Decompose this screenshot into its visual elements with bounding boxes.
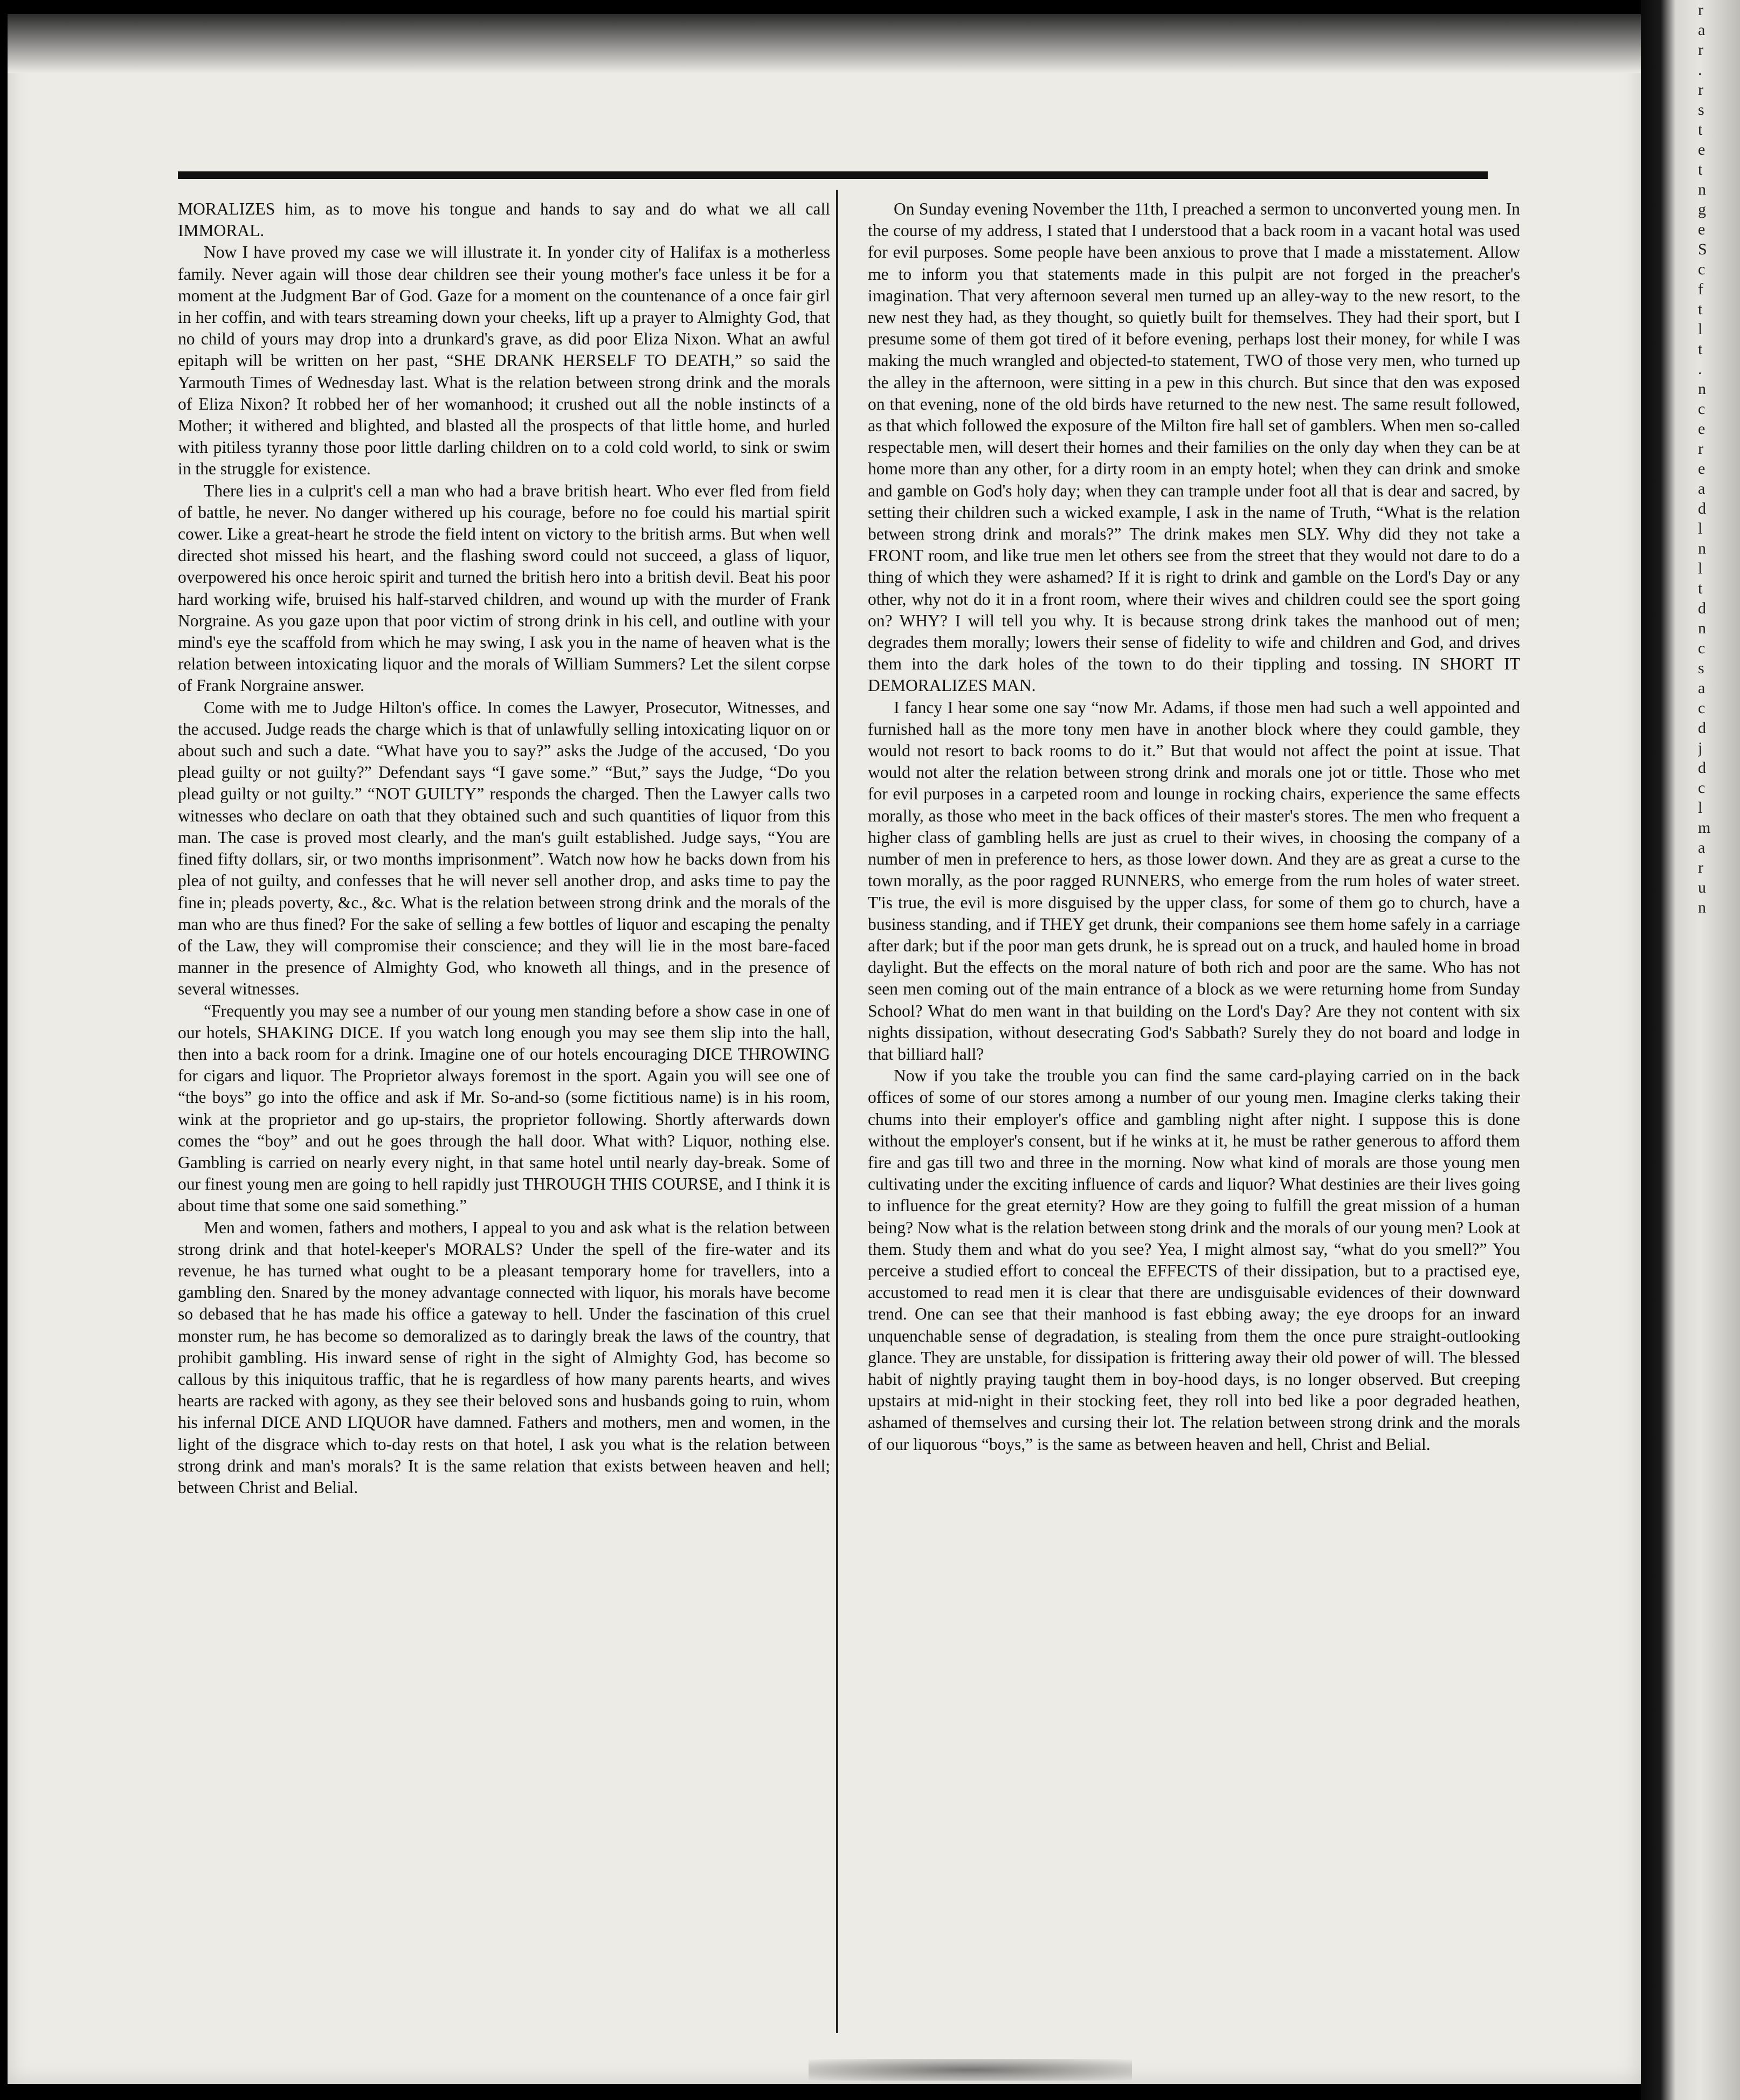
left-column-paragraph: Now I have proved my case we will illustrate it. In yonder city of Halifax is a motherless family. Never again will those dear children see their young mother's face unless it be for a moment at the Judgment Bar of God. Gaze for a moment on the countenance of a once fair girl in her coffin, and with tears streaming down your cheeks, lift up a prayer to Almighty God, that no child of yours may drop into a drunkard's grave, as did poor Eliza Nixon. What an awful epitaph will be written on her past, “SHE DRANK HERSELF TO DEATH,” so said the Yarmouth Times of Wednesday last. What is the relation between strong drink and the morals of Eliza Nixon? It robbed her of her womanhood; it crushed out all the noble instincts of a Mother; it withered and blighted, and blasted all the prospects of that little home, and hurled with pitiless tyranny those poor little darling children on to a cold cold world, to sink or swim in the struggle for existence. — [178, 243, 830, 479]
left-column-paragraph: “Frequently you may see a number of our young men standing before a show case in one of our hotels, SHAKING DICE. If you watch long enough you may see them slip into the hall, then into a back room for a drink. Imagine one of our hotels encouraging DICE THROWING for cigars and liquor. The Proprietor always foremost in the sport. Again you will see one of “the boys” go into the office and ask if Mr. So-and-so (some fictitious name) is in his room, wink at the proprietor and go up-stairs, the proprietor following. Shortly afterwards down comes the “boy” and out he goes through the hall door. What with? Liquor, nothing else. Gambling is carried on nearly every night, in that same hotel until nearly day-break. Some of our finest young men are going to hell rapidly just THROUGH THIS COURSE, and I think it is about time that some one said something.” — [178, 1001, 830, 1215]
right-column — [868, 198, 1520, 1455]
left-column — [178, 198, 830, 1498]
right-column-paragraph: I fancy I hear some one say “now Mr. Adams, if those men had such a well appointed and furnished hall as the more tony men have in another block where they could gamble, they would not resort to back rooms to do it.” But that would not affect the point at issue. That would not alter the relation between strong drink and morals one jot or tittle. Those who met for evil purposes in a carpeted room and lounge in rocking chairs, experience the same effects morally, as those who meet in the back offices of their master's stores. The men who frequent a higher class of gambling hells are just as cruel to their wives, in choosing the company of a number of men in preference to hers, as those lower down. And they are as great a curse to the town morally, as the poor ragged RUNNERS, who emerge from the rum holes of water street. T'is true, the evil is more disguised by the upper class, for some of them go to church, have a business standing, and if THEY get drunk, their companions see them home safely in a carriage after dark; but if the poor man gets drunk, he is spread out on a truck, and hauled home in broad daylight. But the effects on the moral nature of both rich and poor are the same. Who has not seen men coming out of the main entrance of a block as we were returning home from Sunday School? What do men want in that building on the Lord's Day? Are they not content with six nights dissipation, without desecrating God's Sabbath? Surely they do not board and lodge in that billiard hall? — [868, 697, 1520, 1063]
right-column-paragraph: On Sunday evening November the 11th, I preached a sermon to unconverted young men. In the course of my address, I stated that I understood that a back room in a vacant hotal was used for evil purposes. Some people have been anxious to prove that I made a misstatement. Allow me to inform you that statements made in this pulpit are not forged in the preacher's imagination. That very afternoon several men turned up an alley-way to the new resort, to the new nest they had, as they thought, so quietly built for themselves. They had their sport, but I presume some of them got tired of it before evening, perhaps lost their money, for while I was making the much wrangled and objected-to statement, TWO of those very men, who turned up the alley in the afternoon, were sitting in a pew in this church. But since that den was exposed on that evening, none of the old birds have returned to the new nest. The same result followed, as that which followed the exposure of the Milton fire hall set of gamblers. When men so-called respectable men, will desert their homes and their families on the only day when they can be at home more than any other, for a dirty room in an empty hotel; when they can drink and smoke and gamble on God's holy day; when they can trample under foot all that is dear and sacred, by setting their children such a wicked example, I ask in the name of Truth, “What is the relation between strong drink and morals?” The drink makes men SLY. Why did they not take a FRONT room, and like true men let others see from the street that they would not dare to do a thing of which they were ashamed? If it is right to drink and gamble on the Lord's Day or any other, why not do it in a front room, where their wives and children could see the sport going on? WHY? I will tell you why. It is because strong drink takes the manhood out of men; degrades them morally; lowers their sense of fidelity to wife and children and God, and drives them into the dark holes of the town to do their tippling and tossing. IN SHORT IT DEMORALIZES MAN. — [868, 199, 1520, 695]
left-column-paragraph: Come with me to Judge Hilton's office. In comes the Lawyer, Prosecutor, Witnesses, and the accused. Judge reads the charge which is that of unlawfully selling intoxicating liquor on or about such and such a date. “What have you to say?” asks the Judge of the accused, ‘Do you plead guilty or not guilty?” Defendant says “I gave some.” “But,” says the Judge, “Do you plead guilty or not guilty.” “NOT GUILTY” responds the charged. Then the Lawyer calls two witnesses who declare on oath that they obtained such and such quantities of liquor from this man. The case is proved most clearly, and the man's guilt established. Judge says, “You are fined fifty dollars, sir, or two months imprisonment”. Watch now how he backs down from his plea of not guilty, and confesses that he will never sell another drop, and asks time to pay the fine in; pleads poverty, &c., &c. What is the relation between strong drink and the morals of the man who are thus fined? For the sake of selling a few bottles of liquor and escaping the penalty of the Law, they will compromise their conscience; and they will lie in the most bare-faced manner in the presence of Almighty God, who knoweth all things, and in the presence of several witnesses. — [178, 697, 830, 999]
left-column-paragraph: MORALIZES him, as to move his tongue and hands to say and do what we all call IMMORAL. — [178, 199, 830, 240]
header-rule — [178, 171, 1488, 179]
scan-shadow — [8, 14, 1641, 73]
scan-smudge — [809, 2059, 1132, 2081]
left-column-paragraph: There lies in a culprit's cell a man who had a brave british heart. Who ever fled from field of battle, he never. No danger withered up his courage, before no foe could his martial spirit cower. Like a great-heart he strode the field intent on victory to the british arms. But when well directed shot missed his heart, and the flashing sword could not succeed, a glass of liquor, overpowered his once heroic spirit and turned the british hero into a british devil. Beat his poor hard working wife, bruised his half-starved children, and wound up with the murder of Frank Norgraine. As you gaze upon that poor victim of strong drink in his cell, and outline with your mind's eye the scaffold from which he may swing, I ask you in the name of heaven what is the relation between intoxicating liquor and the morals of William Summers? Let the silent corpse of Frank Norgraine answer. — [178, 481, 830, 695]
right-column-paragraph: Now if you take the trouble you can find the same card-playing carried on in the back offices of some of our stores among a number of our young men. Imagine clerks taking their chums into their employer's office and gambling night after night. I suppose this is done without the employer's consent, but if he winks at it, he must be rather generous to afford them fire and gas till two and three in the morning. Now what kind of morals are those young men cultivating under the exciting influence of cards and liquor? What destinies are their lives going to influence for the great eternity? How are they going to fulfill the great mission of a human being? Now what is the relation between stong drink and the morals of our young men? Look at them. Study them and what do you see? Yea, I might almost say, “what do you smell?” You perceive a studied effort to conceal the EFFECTS of their dissipation, but to a practised eye, accustomed to read men it is clear that there are undisguisable evidences of their downward trend. One can see that their manhood is fast ebbing away; the eye droops for an inward unquenchable sense of degradation, is stealing from them the once pure straight-outlooking glance. They are unstable, for dissipation is frittering away their old power of will. The blessed habit of nightly praying taught them in boy-hood days, is no longer observed. But creeping upstairs at mid-night in their stocking feet, they roll into bed like a poor degraded heathen, ashamed of themselves and cursing their lot. The relation between strong drink and the morals of our liquorous “boys,” is the same as between heaven and hell, Christ and Belial. — [868, 1066, 1520, 1454]
left-column-paragraph: Men and women, fathers and mothers, I appeal to you and ask what is the relation between strong drink and that hotel-keeper's MORALS? Under the spell of the fire-water and its revenue, he has turned what ought to be a pleasant temporary home for travellers, into a gambling den. Snared by the money advantage connected with liquor, his morals have become so debased that he has made his office a gateway to hell. Under the fascination of this cruel monster rum, he has become so demoralized as to daringly break the laws of the country, that prohibit gambling. His inward sense of right in the sight of Almighty God, has become so callous by this iniquitous traffic, that he is regardless of how many parents hearts, and wives hearts are racked with agony, as they see their beloved sons and husbands going to ruin, whom his infernal DICE AND LIQUOR have damned. Fathers and mothers, men and women, in the light of the disgrace which to-day rests on that hotel, I ask you what is the relation between strong drink and man's morals? It is the same relation that exists between heaven and hell; between Christ and Belial. — [178, 1218, 830, 1497]
column-divider — [836, 190, 838, 2033]
adjacent-page-text: r a r . r s t e t n g e S c f t l t . n c e r e a d l n l t d n c s a c d j d c l m a r u n — [1698, 1, 1711, 916]
